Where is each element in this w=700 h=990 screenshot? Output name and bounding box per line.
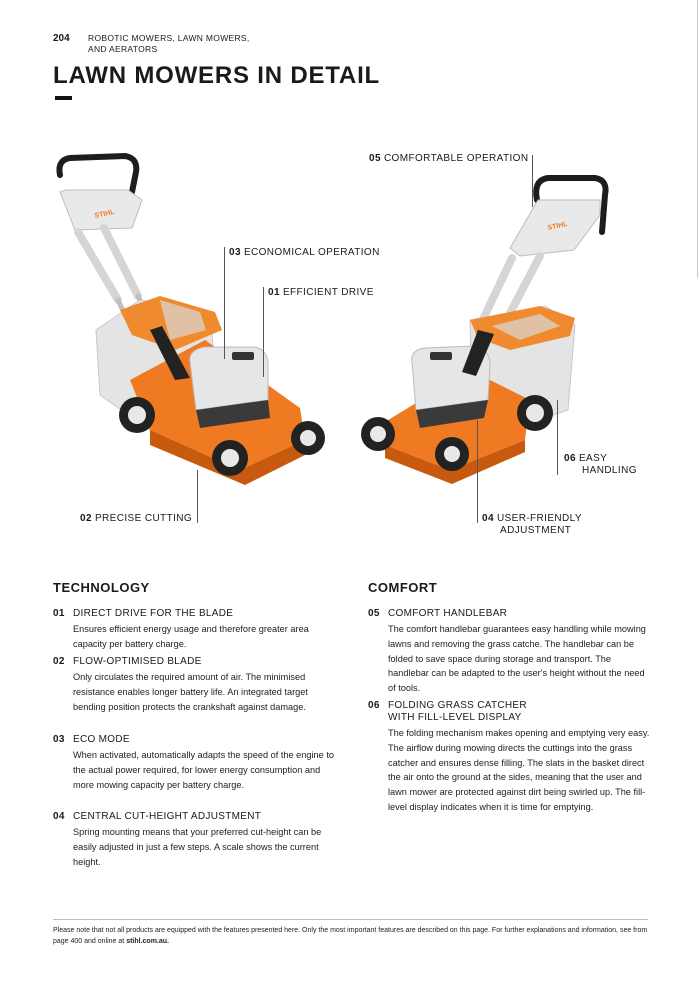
callout-06-label-line2: HANDLING (582, 465, 637, 476)
section-label-line1: ROBOTIC MOWERS, LAWN MOWERS, (88, 33, 250, 43)
technology-heading: TECHNOLOGY (53, 580, 150, 595)
footer-note (53, 925, 648, 947)
right-mower (361, 178, 606, 484)
comfort-item-05-title: COMFORT HANDLEBAR (388, 608, 508, 619)
footer-text: Please note that not all products are equipped with the features presented here. Only the most important features are described on this page. For further explanations and information, see from page 400 and online at (53, 927, 648, 945)
tech-item-04-num: 04 (53, 811, 65, 822)
callout-05-num: 05 (369, 153, 381, 164)
tech-item-04 (53, 811, 338, 869)
tech-item-01-title: DIRECT DRIVE FOR THE BLADE (73, 608, 234, 619)
left-brand-text: STIHL (93, 208, 116, 220)
left-mower (59, 156, 325, 485)
tech-item-02-text: Only circulates the required amount of air. The minimised resistance enables longer battery life. An integrated target bending position protects the crankshaft against damage. (73, 672, 308, 712)
right-brand-text: STIHL (546, 220, 569, 232)
callout-04-num: 04 (482, 513, 494, 524)
tech-item-04-title: CENTRAL CUT-HEIGHT ADJUSTMENT (73, 811, 262, 822)
tech-item-03-num: 03 (53, 734, 65, 745)
page-title: LAWN MOWERS IN DETAIL (53, 62, 380, 89)
callout-01-num: 01 (268, 287, 280, 298)
comfort-item-06-num: 06 (368, 700, 380, 711)
tech-item-02 (53, 656, 338, 714)
tech-item-01-text: Ensures efficient energy usage and therefore greater area capacity per battery charge. (73, 624, 309, 649)
callout-05 (369, 153, 528, 165)
callout-02 (80, 513, 192, 525)
footer-divider (53, 919, 648, 920)
callout-02-num: 02 (80, 513, 92, 524)
callout-04-label-line1: USER-FRIENDLY (496, 513, 582, 524)
comfort-item-05-text: The comfort handlebar guarantees easy handling while mowing lawns and removing the grass catche. The handlebar can be folded to save space during storage and transport. The handlebar can be adapted to the user's height without the need of tools. (388, 624, 646, 694)
callout-06-num: 06 (564, 453, 576, 464)
callout-04-leader (477, 420, 478, 523)
callout-03-num: 03 (229, 247, 241, 258)
comfort-heading: COMFORT (368, 580, 438, 595)
callout-05-leader (532, 155, 533, 207)
comfort-item-05-num: 05 (368, 608, 380, 619)
tech-item-03-title: ECO MODE (73, 734, 130, 745)
callout-02-label: PRECISE CUTTING (94, 513, 193, 524)
callout-06 (564, 453, 637, 477)
callout-01-label: EFFICIENT DRIVE (282, 287, 374, 298)
callout-01-leader (263, 287, 264, 377)
callout-01 (268, 287, 374, 299)
callout-06-leader (557, 400, 558, 475)
callout-03-label: ECONOMICAL OPERATION (243, 247, 380, 258)
callout-04 (482, 513, 582, 537)
comfort-item-06-title-line2: WITH FILL-LEVEL DISPLAY (388, 712, 522, 723)
callout-03-leader (224, 247, 225, 359)
callout-02-leader (197, 470, 198, 523)
tech-item-03 (53, 734, 338, 792)
footer-link[interactable]: stihl.com.au. (126, 938, 169, 945)
comfort-item-06-text: The folding mechanism makes opening and emptying very easy. The airflow during mowing directs the cuttings into the grass catcher and ensures dense filling. The slats in the basket direct the air onto the ground at the sides, meaning that the user and lawn mower are protected against dirt being swirled up. The fill-level display indicates when it is time for emptying. (388, 728, 650, 812)
tech-item-02-title: FLOW-OPTIMISED BLADE (73, 656, 202, 667)
tech-item-01 (53, 608, 338, 652)
callout-03 (229, 247, 380, 259)
comfort-item-06-title-line1: FOLDING GRASS CATCHER (388, 700, 527, 711)
callout-05-label: COMFORTABLE OPERATION (383, 153, 529, 164)
section-label-line2: AND AERATORS (88, 44, 158, 54)
tech-item-02-num: 02 (53, 656, 65, 667)
comfort-item-05 (368, 608, 653, 696)
tech-item-03-text: When activated, automatically adapts the speed of the engine to the actual power required, for lower energy consumption and more mowing capacity per battery charge. (73, 750, 334, 790)
callout-06-label-line1: EASY (578, 453, 608, 464)
comfort-item-06 (368, 700, 653, 815)
page-number: 204 (53, 33, 70, 44)
callout-04-label-line2: ADJUSTMENT (500, 525, 572, 536)
tech-item-04-text: Spring mounting means that your preferred cut-height can be easily adjusted in just a few steps. A scale shows the current height. (73, 827, 322, 867)
tech-item-01-num: 01 (53, 608, 65, 619)
